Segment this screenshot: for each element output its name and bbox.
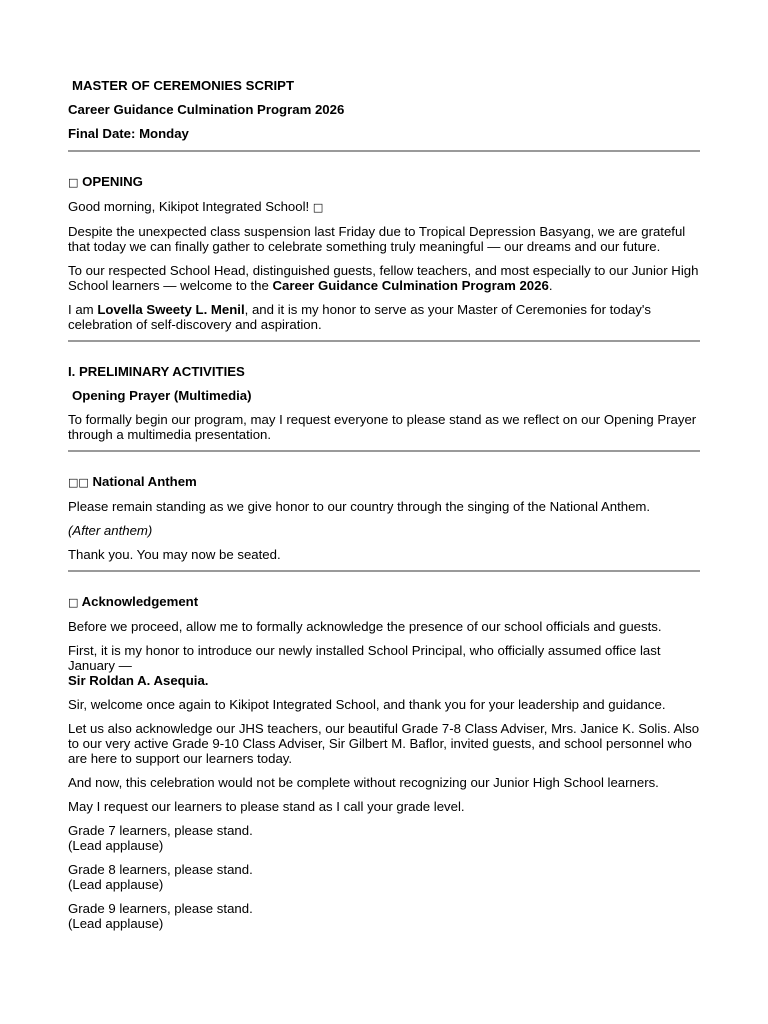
acknowledgement-paragraph-2 [68, 643, 700, 688]
grade-call-7 [68, 823, 700, 853]
acknowledgement-paragraph-3: Sir, welcome once again to Kikipot Integrated School, and thank you for your leadership and guidance. [68, 697, 666, 712]
anthem-note: (After anthem) [68, 523, 153, 538]
opening-p3-text: I am [68, 302, 98, 317]
anthem-heading-text: National Anthem [92, 474, 197, 489]
program-name-bold: Career Guidance Culmination Program 2026 [272, 278, 549, 293]
acknowledgement-paragraph-4: Let us also acknowledge our JHS teachers, our beautiful Grade 7-8 Class Adviser, Mrs. Janice K. Solis. Also to our very active Grade 9-10 Class Adviser, Sir Gilbert M. Baflor, invited guests, and school personnel who are here to support our learners today. [68, 721, 700, 766]
opening-prayer-text: To formally begin our program, may I request everyone to please stand as we reflect on our Opening Prayer through a multimedia presentation. [68, 412, 697, 442]
anthem-text: Please remain standing as we give honor to our country through the singing of the National Anthem. [68, 499, 651, 514]
grade-call-text: Grade 7 learners, please stand. [68, 823, 253, 838]
opening-paragraph-3 [68, 302, 700, 332]
opening-p3-end: , and it is my honor to serve as your Master of Ceremonies for today's celebration of self-discovery and aspiration. [68, 302, 651, 332]
anthem-thanks: Thank you. You may now be seated. [68, 547, 281, 562]
opening-prayer-heading: Opening Prayer (Multimedia) [72, 388, 252, 403]
divider [68, 340, 700, 342]
emcee-name: Lovella Sweety L. Menil [97, 302, 245, 317]
grade-call-9 [68, 901, 700, 931]
section-preliminary-heading: I. PRELIMINARY ACTIVITIES [68, 364, 245, 379]
opening-paragraph-1: Despite the unexpected class suspension last Friday due to Tropical Depression Basyang, we are grateful that today we can finally gather to celebrate something truly meaningful — our dreams and our future. [68, 224, 686, 254]
principal-name: Sir Roldan A. Asequia. [68, 673, 209, 688]
acknowledgement-icon: □ [68, 596, 79, 609]
final-date: Final Date: Monday [68, 126, 189, 141]
program-title: Career Guidance Culmination Program 2026 [68, 102, 345, 117]
grade-call-text: Grade 9 learners, please stand. [68, 901, 253, 916]
divider [68, 450, 700, 452]
divider [68, 150, 700, 152]
greeting-icon: □ [312, 201, 324, 214]
opening-icon: □ [68, 176, 79, 189]
principal-intro: First, it is my honor to introduce our newly installed School Principal, who officially assumed office last January — [68, 643, 661, 673]
opening-heading-text: OPENING [82, 174, 143, 189]
acknowledgement-paragraph-1: Before we proceed, allow me to formally acknowledge the presence of our school officials and guests. [68, 619, 662, 634]
grade-call-note: (Lead applause) [68, 916, 164, 931]
opening-paragraph-2 [68, 263, 700, 293]
grade-call-8 [68, 862, 700, 892]
greeting-text: Good morning, Kikipot Integrated School! [68, 199, 310, 214]
flag-icon: □□ [68, 476, 89, 489]
grade-call-text: Grade 8 learners, please stand. [68, 862, 253, 877]
section-acknowledgement-heading [68, 594, 700, 610]
grade-call-note: (Lead applause) [68, 838, 164, 853]
divider [68, 570, 700, 572]
section-anthem-heading [68, 474, 700, 490]
opening-p2-text: To our respected School Head, distinguished guests, fellow teachers, and most especially to our Junior High School learners — welcome to the [68, 263, 699, 293]
opening-p2-end: . [548, 278, 553, 293]
section-opening-heading [68, 174, 700, 190]
opening-greeting [68, 199, 700, 215]
acknowledgement-paragraph-5: And now, this celebration would not be complete without recognizing our Junior High School learners. [68, 775, 659, 790]
acknowledgement-paragraph-6: May I request our learners to please stand as I call your grade level. [68, 799, 465, 814]
grade-call-note: (Lead applause) [68, 877, 164, 892]
acknowledgement-heading-text: Acknowledgement [81, 594, 199, 609]
script-title: MASTER OF CEREMONIES SCRIPT [72, 78, 295, 93]
